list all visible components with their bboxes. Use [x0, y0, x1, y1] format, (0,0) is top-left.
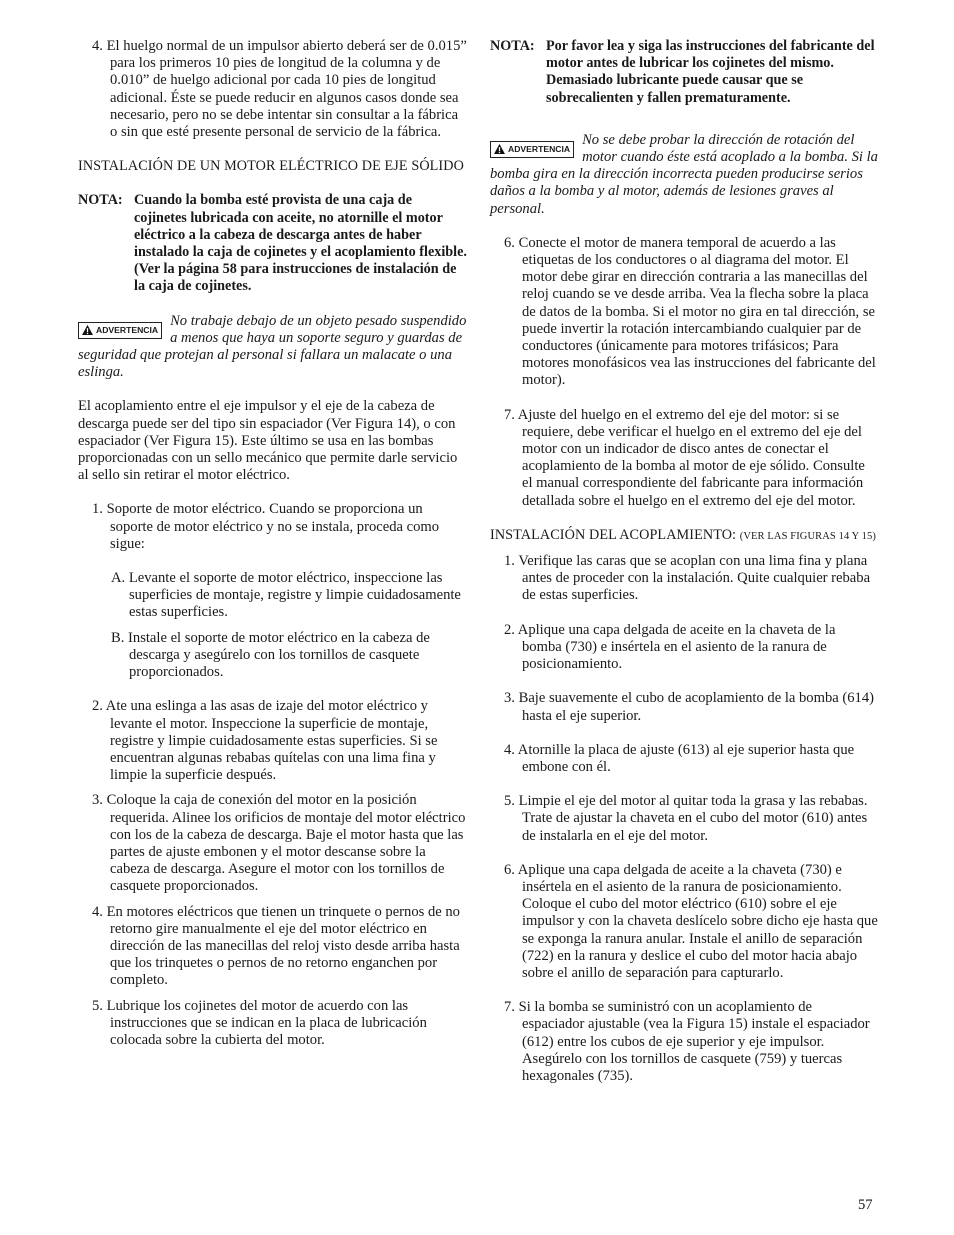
- step-6: 6. Conecte el motor de manera temporal de acuerdo a las etiquetas de los conductores o al diagrama del motor. El motor debe girar en dirección contraria a las manecillas del reloj cuando se ve desde arriba. Vea la flecha sobre la placa de datos de la bomba. Si el motor no gira en tal dirección, se puede invertir la rotación intercambiando cualquier par de conductores (únicamente para motores trifásicos; Para motores monofásicos vea las instrucciones del fabricante del motor).: [504, 234, 876, 389]
- step-1a: A. Levante el soporte de motor eléctrico, inspeccione las superficies de montaje, registre y limpie cuidadosamente estas superficies.: [111, 570, 461, 621]
- note-label: NOTA:: [490, 38, 535, 54]
- coupling-step-4: 4. Atornille la placa de ajuste (613) al eje superior hasta que embone con él.: [504, 741, 855, 775]
- coupling-step-3: 3. Baje suavemente el cubo de acoplamiento de la bomba (614) hasta el eje superior.: [504, 690, 874, 724]
- step-1: 1. Soporte de motor eléctrico. Cuando se proporciona un soporte de motor eléctrico y no se instala, proceda como sigue:: [92, 501, 440, 552]
- note-label: NOTA:: [78, 192, 123, 209]
- coupling-step-5: 5. Limpie el eje del motor al quitar toda la grasa y las rebabas. Trate de ajustar la chaveta en el cubo del motor (610) antes de instalarla en el eje del motor.: [504, 793, 868, 844]
- step-4: 4. En motores eléctricos que tienen un trinquete o pernos de no retorno gire manualmente el eje del motor eléctrico en dirección de las manecillas del reloj visto desde arriba hasta que los trinquetes o pernos de no retorno enganchen por completo.: [92, 903, 460, 989]
- note-oil-bearing: [78, 192, 468, 295]
- warning-triangle-icon: [82, 325, 93, 335]
- warning-rotation-test: [490, 132, 878, 218]
- warning-text: No se debe probar la dirección de rotación del motor cuando éste está acoplado a la bomba. Si la bomba gira en la dirección incorrecta pueden producirse serios daños a la bomba y al motor, además de lesiones graves al personal.: [490, 131, 878, 217]
- step-5: 5. Lubrique los cojinetes del motor de acuerdo con las instrucciones que se indican en la placa de lubricación colocada sobre la cubierta del motor.: [92, 997, 427, 1048]
- right-column: [490, 38, 878, 1085]
- coupling-step-7: 7. Si la bomba se suministró con un acoplamiento de espaciador ajustable (vea la Figura 15) instale el espaciador (612) entre los cubos de eje superior y eje impulsor. Asegúrelo con los tornillos de casquete (759) y tuercas hexagonales (735).: [504, 999, 870, 1084]
- step-3: 3. Coloque la caja de conexión del motor en la posición requerida. Alinee los orificios de montaje del motor eléctrico con los de la cabeza de descarga. Baje el motor hasta que las partes de ajuste embonen y el motor descanse sobre la cabeza de descarga. Asegure el motor con los tornillos de casquete proporcionados.: [92, 792, 466, 895]
- note-text: Por favor lea y siga las instrucciones del fabricante del motor antes de lubricar los cojinetes del mismo. Demasiado lubricante puede causar que se sobrecalienten y fallen prematuramente.: [546, 38, 875, 106]
- warning-text: No trabaje debajo de un objeto pesado suspendido a menos que haya un soporte seguro y guardas de seguridad que protejan al personal si fallara un malacate o una eslinga.: [78, 312, 467, 381]
- warning-badge: [490, 141, 574, 158]
- coupling-step-6: 6. Aplique una capa delgada de aceite a la chaveta (730) e insértela en el asiento de la ranura de posicionamiento. Coloque el cubo del motor eléctrico (610) sobre el eje impulsor y con la chaveta deslícelo sobre dicho eje hasta que se exponga la ranura anular. Instale el anillo de separación (722) en la ranura y deslice el cubo del motor hacia abajo sobre el anillo de separación para capturarlo.: [504, 861, 878, 981]
- note-lubricant: [490, 38, 878, 107]
- heading-coupling-ref: (VER LAS FIGURAS 14 Y 15): [739, 530, 876, 542]
- heading-coupling-install: [490, 527, 878, 545]
- step-1b: B. Instale el soporte de motor eléctrico en la cabeza de descarga y asegúrelo con los tornillos de casquete proporcionados.: [111, 629, 430, 681]
- warning-suspended-load: [78, 313, 468, 382]
- note-text: Cuando la bomba esté provista de una caja de cojinetes lubricada con aceite, no atornille el motor eléctrico a la cabeza de descarga antes de haber instalado la caja de cojinetes y el acoplamiento flexible. (Ver la página 58 para instrucciones de instalación de la caja de cojinetes.: [134, 192, 467, 295]
- step-2: 2. Ate una eslinga a las asas de izaje del motor eléctrico y levante el motor. Inspeccione la superficie de montaje, registre y limpie cuidadosamente estas superficies. Si se encuentran algunas rebabas quítelas con una lima fina y limpie la superficie después.: [92, 698, 438, 784]
- page-number: 57: [858, 1197, 873, 1213]
- warning-badge-label: ADVERTENCIA: [96, 324, 159, 335]
- warning-badge: [78, 322, 162, 339]
- heading-motor-install: INSTALACIÓN DE UN MOTOR ELÉCTRICO DE EJE SÓLIDO: [78, 158, 464, 175]
- left-column: [78, 38, 468, 1049]
- step-7: 7. Ajuste del huelgo en el extremo del eje del motor: si se requiere, debe verificar el huelgo en el extremo del eje del motor con un indicador de disco antes de conectar el acoplamiento de la bomba al motor de eje sólido. Consulte el manual correspondiente del fabricante para información detallada sobre el huelgo en el extremo del eje del motor.: [504, 406, 865, 509]
- warning-badge-label: ADVERTENCIA: [508, 143, 571, 154]
- coupling-step-1: 1. Verifique las caras que se acoplan con una lima fina y plana antes de proceder con la instalación. Quite cualquier rebaba de estas superficies.: [504, 553, 871, 604]
- warning-triangle-icon: [494, 144, 505, 154]
- coupling-paragraph: El acoplamiento entre el eje impulsor y el eje de la cabeza de descarga puede ser del tipo sin espaciador (Ver Figura 14), o con espaciador (Ver Figura 15). Este último se usa en las bombas proporcionadas con un sello mecánico que permite darle servicio al sello sin retirar el motor eléctrico.: [78, 398, 458, 484]
- coupling-step-2: 2. Aplique una capa delgada de aceite en la chaveta de la bomba (730) e insértela en el asiento de la ranura de posicionamiento.: [504, 621, 836, 673]
- item4-clearance: 4. El huelgo normal de un impulsor abierto deberá ser de 0.015” para los primeros 10 pies de longitud de la columna y de 0.010” de huelgo adicional por cada 10 pies de longitud adicional. Éste se puede reducir en algunos casos donde sea necesario, pero no se debe intentar sin consultar a la fábrica o sin que esté presente personal de servicio de la fábrica.: [92, 38, 467, 141]
- heading-coupling-title: INSTALACIÓN DEL ACOPLAMIENTO:: [490, 526, 737, 543]
